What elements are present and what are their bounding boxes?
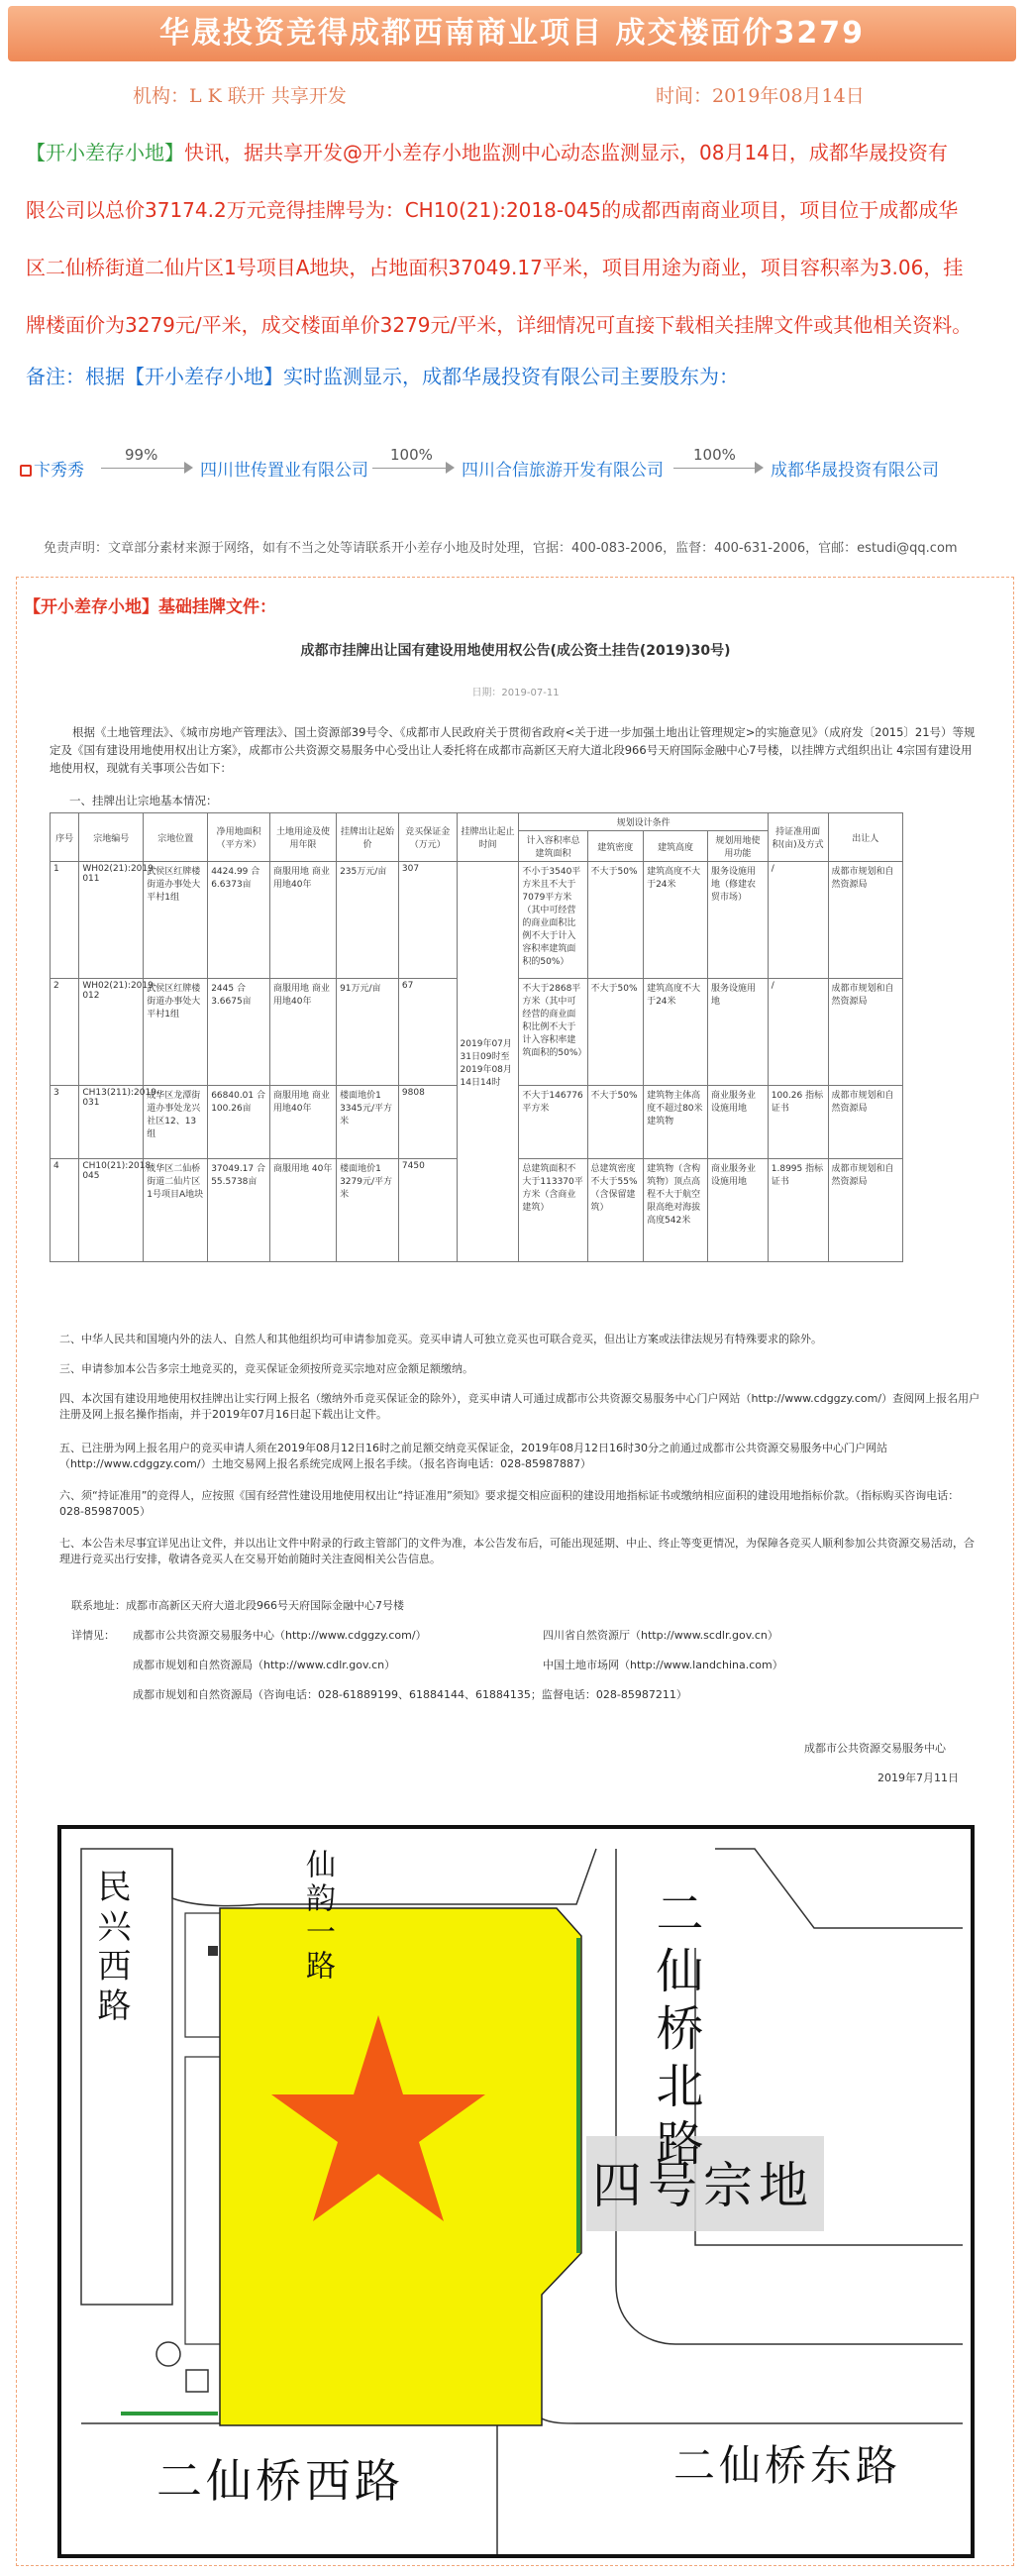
chain-arrow-3 <box>755 462 764 474</box>
disclaimer-text: 免责声明：文章部分素材来源于网络，如有不当之处等请联系开小差存小地及时处理，官据：400-083-2006，监督：400-631-2006，官邮：estudi@qq.com <box>44 541 958 556</box>
table-header-group: 规划设计条件 <box>519 813 768 831</box>
table-cell: 1 <box>51 862 79 979</box>
table-header: 土地用途及使用年限 <box>270 813 337 862</box>
road-label-minxing-west: 民兴西路 <box>91 1869 131 2027</box>
table-cell: 307 <box>398 862 457 979</box>
link-landchina[interactable]: 中国土地市场网（http://www.landchina.com） <box>543 1659 783 1671</box>
table-cell: 成华区二仙桥街道二仙片区1号项目A地块 <box>144 1159 208 1262</box>
table-cell: 235万元/亩 <box>337 862 399 979</box>
road-label-erxianqiao-east: 二仙桥东路 <box>673 2441 902 2490</box>
table-cell: 成都市规划和自然资源局 <box>828 862 902 979</box>
section-heading-1: 一、挂牌出让宗地基本情况： <box>69 794 218 807</box>
link-scdlr[interactable]: 四川省自然资源厅（http://www.scdlr.gov.cn） <box>543 1629 778 1642</box>
table-cell: 楼面地价1 3345元/平方米 <box>337 1086 399 1159</box>
table-cell: 建筑物主体高度不超过80米建筑物 <box>644 1086 708 1159</box>
table-header: 宗地位置 <box>144 813 208 862</box>
table-header: 净用地面积（平方米） <box>208 813 270 862</box>
clause-5: 五、已注册为网上报名用户的竞买申请人须在2019年08月12日16时之前足额交纳竞买保证金，2019年08月12日16时30分之前通过成都市公共资源交易服务中心门户网站（http://www.cdggzy.com/）土地交易网上报名系统完成网上报名手续。（报名咨询电话：028-85987887） <box>59 1442 887 1470</box>
table-header: 持证准用面积(亩)及方式 <box>768 813 828 862</box>
map-symbol <box>156 2342 180 2366</box>
table-cell: 建筑物（含构筑物）顶点高程不大于航空限高绝对海拔高度542米 <box>644 1159 708 1262</box>
table-header: 挂牌出让起始价 <box>337 813 399 862</box>
table-cell: 成都市规划和自然资源局 <box>828 1086 902 1159</box>
article-text-1: 快讯，据共享开发@开小差存小地监测中心动态监测显示，08月14日，成都华晟投资有 <box>184 141 948 164</box>
table-cell: 不大于2868平方米（其中可经营的商业面积比例不大于计入容积率建筑面积的50%） <box>519 979 587 1086</box>
table-header: 计入容积率总建筑面积 <box>519 831 587 862</box>
brand-tag: 【开小差存小地】 <box>26 141 184 164</box>
table-cell: 成都市规划和自然资源局 <box>828 1159 902 1262</box>
road-label-erxianqiao-north: 二仙桥北路 <box>648 1888 703 2176</box>
chain-line-2 <box>372 468 448 469</box>
table-cell: 不大于146776平方米 <box>519 1086 587 1159</box>
time-label: 时间：2019年08月14日 <box>656 85 865 107</box>
link-cdggzy[interactable]: 成都市公共资源交易服务中心（http://www.cdggzy.com/） <box>133 1629 427 1642</box>
link-cdlr[interactable]: 成都市规划和自然资源局（http://www.cdlr.gov.cn） <box>133 1659 396 1671</box>
table-cell: 楼面地价1 3279元/平方米 <box>337 1159 399 1262</box>
table-cell: 总建筑密度不大于55%（含保留建筑） <box>587 1159 644 1262</box>
article-line-4: 牌楼面价为3279元/平米，成交楼面单价3279元/平米，详细情况可直接下载相关挂牌文件或其他相关资料。 <box>26 313 973 337</box>
clause-7: 七、本公告未尽事宜详见出让文件，并以出让文件中附录的行政主管部门的文件为准，本公告发布后，可能出现延期、中止、终止等变更情况，为保障各竞买人顺利参加公共资源交易活动，合理进行竞买出行安排，敬请各竞买人在交易开始前随时关注查阅相关公告信息。 <box>59 1537 975 1565</box>
warning-icon <box>20 465 32 477</box>
contact-address: 联系地址：成都市高新区天府大道北段966号天府国际金融中心7号楼 <box>71 1599 404 1612</box>
chain-line-1 <box>101 468 186 469</box>
table-cell: 武侯区红牌楼街道办事处大平村1组 <box>144 862 208 979</box>
clause-3: 三、申请参加本公告多宗土地竞买的，竞买保证金须按所竞买宗地对应金额足额缴纳。 <box>59 1362 473 1375</box>
shareholder-1-link[interactable]: 卞秀秀 <box>20 456 84 481</box>
table-cell: 不大于50% <box>587 979 644 1086</box>
table-cell: 商服用地 商业用地40年 <box>270 979 337 1086</box>
signature-org: 成都市公共资源交易服务中心 <box>804 1742 946 1755</box>
table-cell: 成都市规划和自然资源局 <box>828 979 902 1086</box>
table-header-row-1 <box>51 813 903 831</box>
shareholder-2-link[interactable]: 四川世传置业有限公司 <box>200 461 368 481</box>
article-line-1 <box>26 127 1016 179</box>
table-cell: 建筑高度不大于24米 <box>644 862 708 979</box>
table-cell: 7450 <box>398 1159 457 1262</box>
article-line-2: 限公司以总价37174.2万元竞得挂牌号为：CH10(21):2018-045的成都西南商业项目，项目位于成都成华 <box>26 198 959 222</box>
table-cell: CH10(21):2018-045 <box>79 1159 144 1262</box>
shareholder-4-link[interactable]: 成都华晟投资有限公司 <box>771 461 939 481</box>
table-cell: 商业服务业设施用地 <box>708 1086 769 1159</box>
contact-phones: 成都市规划和自然资源局（咨询电话：028-61889199、61884144、61884135；监督电话：028-85987211） <box>133 1688 687 1701</box>
block-left-lower <box>185 2057 222 2344</box>
table-cell: 服务设施用地 <box>708 979 769 1086</box>
table-cell: 成华区龙潭街道办事处龙兴社区12、13组 <box>144 1086 208 1159</box>
table-header: 规划用地使用功能 <box>708 831 769 862</box>
table-cell: 37049.17 合55.5738亩 <box>208 1159 270 1262</box>
table-cell: 建筑高度不大于24米 <box>644 979 708 1086</box>
chain-pct-3: 100% <box>693 446 736 464</box>
announcement-intro: 根据《土地管理法》、《城市房地产管理法》、国土资源部39号令、《成都市人民政府关于贯彻省政府<关于进一步加强土地出让管理规定>的实施意见》（成府发〔2015〕21号）等规定及《国有建设用地使用权出让方案》，成都市公共资源交易服务中心受出让人委托将在成都市高新区天府大道北段966号天府国际金融中心7号楼，以挂牌方式组织出让 4宗国有建设用地使用权，现就有关事项公告如下： <box>50 725 976 775</box>
chain-line-3 <box>673 468 757 469</box>
org-label: 机构：L K 联开 共享开发 <box>133 85 347 107</box>
table-cell: 100.26 指标证书 <box>768 1086 828 1159</box>
chain-pct-2: 100% <box>390 446 433 464</box>
table-cell: 商服用地 40年 <box>270 1159 337 1262</box>
announcement-date: 日期：2019-07-11 <box>471 688 560 698</box>
table-cell: 不大于50% <box>587 862 644 979</box>
signature-date: 2019年7月11日 <box>877 1771 959 1784</box>
table-cell: / <box>768 979 828 1086</box>
table-header: 建筑密度 <box>587 831 644 862</box>
table-cell-time: 2019年07月31日09时至2019年08月14日14时 <box>457 862 519 1262</box>
table-cell: 4 <box>51 1159 79 1262</box>
chain-pct-1: 99% <box>125 446 158 464</box>
clause-6: 六、须“持证准用”的竞得人，应按照《国有经营性建设用地使用权出让“持证准用”须知》要求提交相应面积的建设用地指标证书或缴纳相应面积的建设用地指标价款。（指标购买咨询电话：028-85987005） <box>59 1489 960 1518</box>
page-title: 华晟投资竞得成都西南商业项目 成交楼面价3279 <box>8 6 1016 61</box>
table-cell: 66840.01 合100.26亩 <box>208 1086 270 1159</box>
table-cell: 不大于50% <box>587 1086 644 1159</box>
shareholder-note: 备注：根据【开小差存小地】实时监测显示，成都华晟投资有限公司主要股东为： <box>26 365 739 388</box>
map-symbol <box>208 1946 218 1956</box>
table-cell: 总建筑面积不大于113370平方米（含商业建筑） <box>519 1159 587 1262</box>
table-header: 挂牌出让起止时间 <box>457 813 519 862</box>
announcement-title: 成都市挂牌出让国有建设用地使用权公告(成公资土挂告(2019)30号) <box>300 643 731 659</box>
table-cell: 不小于3540平方米且不大于7079平方米（其中可经营的商业面积比例不大于计入容积率建筑面积的50%） <box>519 862 587 979</box>
table-header: 建筑高度 <box>644 831 708 862</box>
table-cell: 4424.99 合6.6373亩 <box>208 862 270 979</box>
table-cell: 91万元/亩 <box>337 979 399 1086</box>
road-top-edge <box>172 1849 596 1906</box>
block-left-small <box>185 1913 222 2037</box>
map-symbol <box>186 2370 208 2392</box>
table-cell: CH13(211):2019-031 <box>79 1086 144 1159</box>
table-cell: WH02(21):2019-012 <box>79 979 144 1086</box>
table-cell: 商业服务业设施用地 <box>708 1159 769 1262</box>
road-label-xianyun-1: 仙韵一路 <box>300 1849 335 1984</box>
table-cell: 商服用地 商业用地40年 <box>270 862 337 979</box>
clause-4: 四、本次国有建设用地使用权挂牌出让实行网上报名（缴纳外币竞买保证金的除外），竞买申请人可通过成都市公共资源交易服务中心门户网站（http://www.cdggzy.com/）查阅网上报名用户注册及网上报名操作指南，并于2019年07月16日起下载出让文件。 <box>59 1392 980 1421</box>
table-header: 序号 <box>51 813 79 862</box>
block-right-top <box>715 1849 963 1928</box>
table-cell: 服务设施用地（修建农贸市场） <box>708 862 769 979</box>
table-cell: / <box>768 862 828 979</box>
table-cell: 商服用地 商业用地40年 <box>270 1086 337 1159</box>
road-label-erxianqiao-west: 二仙桥西路 <box>156 2454 404 2508</box>
see-label: 详情见： <box>71 1629 115 1642</box>
clause-2: 二、中华人民共和国境内外的法人、自然人和其他组织均可申请参加竞买。竞买申请人可独立竞买也可联合竞买，但出让方案或法律法规另有特殊要求的除外。 <box>59 1333 822 1345</box>
parcel-label: 四号宗地 <box>592 2157 814 2214</box>
table-row <box>51 862 903 979</box>
table-cell: 武侯区红牌楼街道办事处大平村1组 <box>144 979 208 1086</box>
road-bottom-right-edge <box>527 2404 963 2423</box>
table-cell: 9808 <box>398 1086 457 1159</box>
table-cell: 3 <box>51 1086 79 1159</box>
document-heading: 【开小差存小地】基础挂牌文件： <box>24 597 276 617</box>
table-cell: 67 <box>398 979 457 1086</box>
article-line-3: 区二仙桥街道二仙片区1号项目A地块，占地面积37049.17平米，项目用途为商业，项目容积率为3.06，挂 <box>26 256 964 279</box>
shareholder-chain <box>20 446 1010 491</box>
table-header: 竞买保证金（万元） <box>398 813 457 862</box>
chain-arrow-2 <box>446 462 455 474</box>
site-map <box>57 1825 975 2558</box>
table-header: 宗地编号 <box>79 813 144 862</box>
table-header: 出让人 <box>828 813 902 862</box>
table-cell: 2 <box>51 979 79 1086</box>
chain-arrow-1 <box>184 462 193 474</box>
table-cell: 2445 合3.6675亩 <box>208 979 270 1086</box>
shareholder-3-link[interactable]: 四川合信旅游开发有限公司 <box>462 461 664 481</box>
land-table <box>50 812 903 1262</box>
table-cell: WH02(21):2019-011 <box>79 862 144 979</box>
table-cell: 1.8995 指标证书 <box>768 1159 828 1262</box>
